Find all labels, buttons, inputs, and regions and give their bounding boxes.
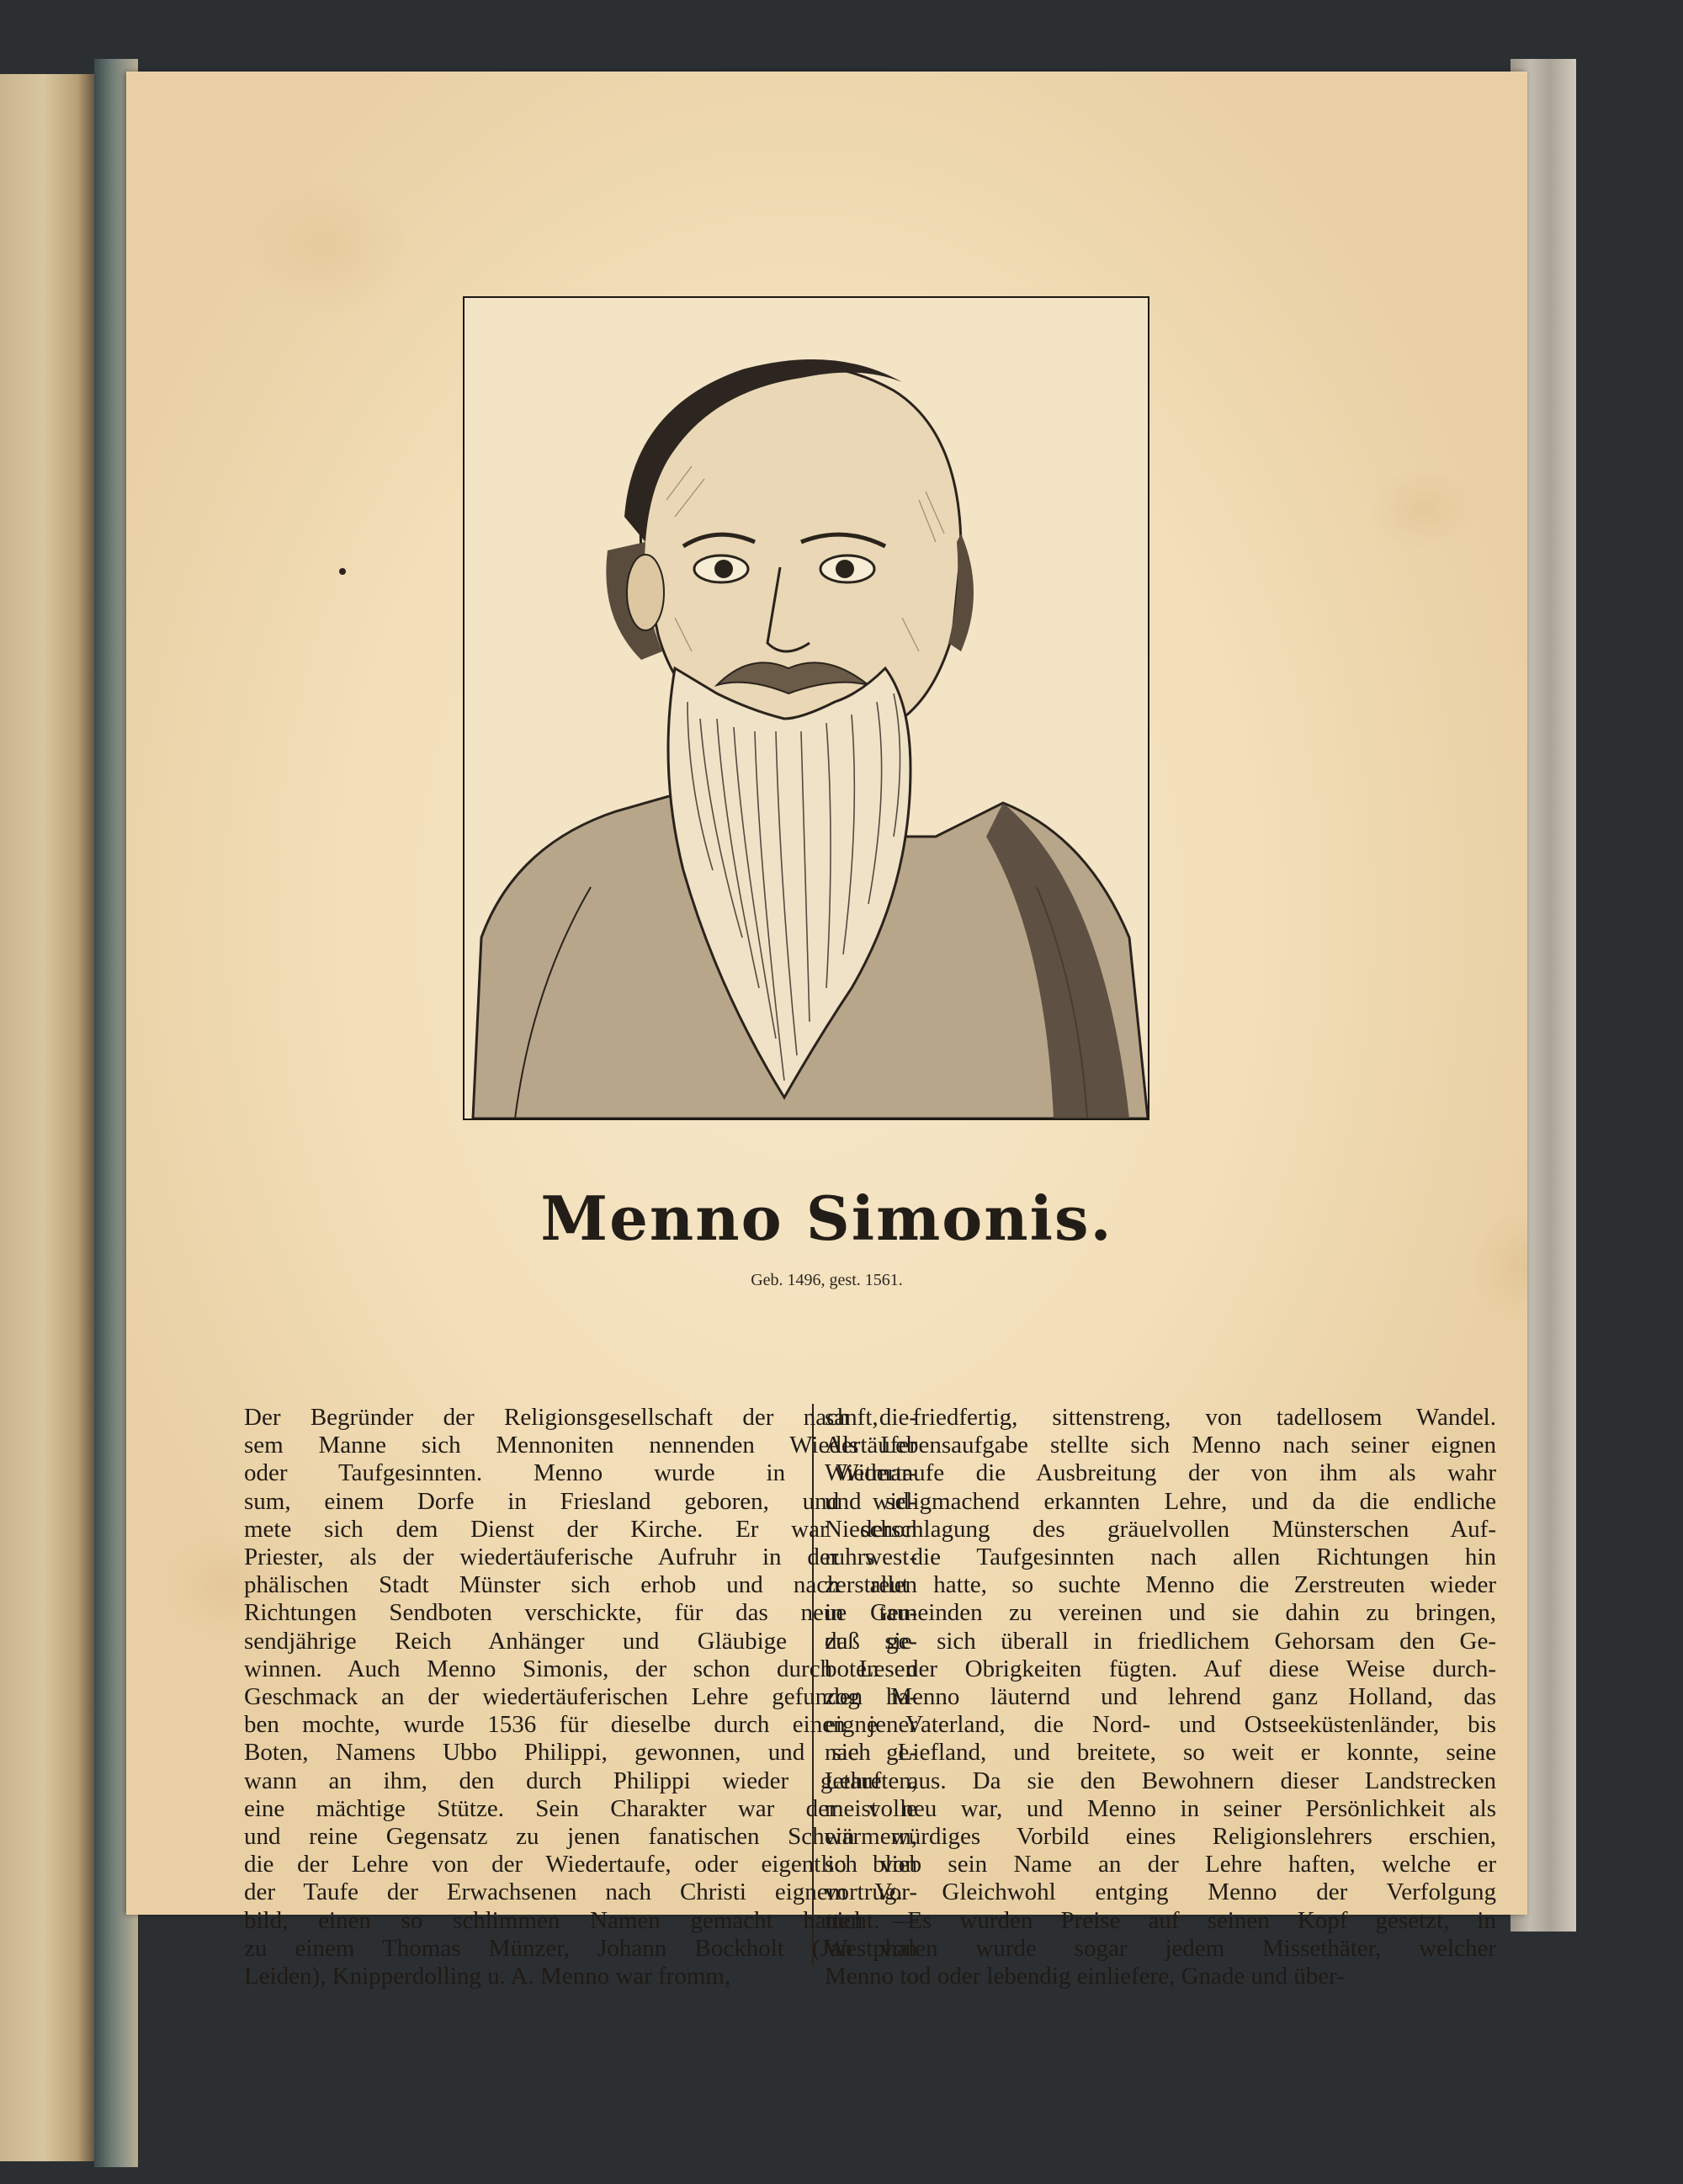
- right-column-line: nach Liefland, und breitete, so weit er konnte, seine: [825, 1739, 1496, 1767]
- right-column-line: Westphalen wurde sogar jedem Missethäter, welcher: [825, 1934, 1496, 1962]
- portrait-dates: Geb. 1496, gest. 1561.: [751, 1271, 903, 1289]
- left-column-line: Der Begründer der Religionsgesellschaft der nach die-: [244, 1404, 917, 1431]
- book-page: [126, 72, 1527, 1990]
- left-column-line: Leiden), Knipperdolling u. A. Menno war fromm,: [244, 1963, 731, 1990]
- right-column-line: nicht. Es wurden Preise auf seinen Kopf gesetzt, in: [825, 1906, 1496, 1934]
- bearded-man-portrait-illustration: [465, 298, 1148, 1119]
- right-column-line: Lehre aus. Da sie den Bewohnern dieser Landstrecken: [825, 1767, 1496, 1794]
- left-column-line: der Taufe der Erwachsenen nach Christi eignem Vor-: [244, 1878, 917, 1906]
- left-column-line: eine mächtige Stütze. Sein Charakter war der volle: [244, 1794, 917, 1822]
- right-column-line: sanft, friedfertig, sittenstreng, von tadellosem Wandel.: [825, 1404, 1496, 1431]
- article-right-column: [825, 1404, 1496, 1990]
- right-column-line: Menno tod oder lebendig einliefere, Gnade und über-: [825, 1963, 1345, 1990]
- article-left-column: [244, 1404, 917, 1990]
- portrait-title: Menno Simonis.: [540, 1182, 1113, 1254]
- left-column-line: Priester, als der wiedertäuferische Aufruhr in der west-: [244, 1544, 917, 1571]
- right-column-line: so blieb sein Name an der Lehre haften, welche er: [825, 1851, 1496, 1878]
- right-column-line: zerstreut hatte, so suchte Menno die Zerstreuten wieder: [825, 1571, 1496, 1599]
- right-column-line: ruhrs die Taufgesinnten nach allen Richtungen hin: [825, 1544, 1496, 1571]
- right-column-line: daß sie sich überall in friedlichem Gehorsam den Ge-: [825, 1627, 1496, 1655]
- right-column-line: boten der Obrigkeiten fügten. Auf diese Weise durch-: [825, 1655, 1496, 1682]
- right-column-line: ein würdiges Vorbild eines Religionslehrers erschien,: [825, 1823, 1496, 1851]
- left-column-line: bild, einen so schlimmen Namen gemacht hatten —: [244, 1906, 917, 1934]
- left-column-line: Boten, Namens Ubbo Philippi, gewonnen, und sie ge-: [244, 1739, 917, 1767]
- portrait-engraving: [463, 296, 1149, 1120]
- right-column-line: zog Menno läuternd und lehrend ganz Holland, das: [825, 1683, 1496, 1711]
- left-column-line: Richtungen Sendboten verschickte, für das neue tau-: [244, 1599, 917, 1627]
- right-column-line: in Gemeinden zu vereinen und sie dahin zu bringen,: [825, 1599, 1496, 1627]
- left-column-line: ben mochte, wurde 1536 für dieselbe durch einen jener: [244, 1711, 917, 1739]
- right-column-line: Niederschlagung des gräuelvollen Münsterschen Auf-: [825, 1515, 1496, 1543]
- right-column-line: Als Lebensaufgabe stellte sich Menno nach seiner eignen: [825, 1432, 1496, 1459]
- left-column-line: phälischen Stadt Münster sich erhob und nach allen: [244, 1571, 917, 1599]
- left-column-line: wann an ihm, den durch Philippi wieder getauften,: [244, 1767, 917, 1794]
- left-column-line: und reine Gegensatz zu jenen fanatischen Schwärmern,: [244, 1823, 917, 1851]
- facing-page-edge: [0, 74, 97, 2161]
- right-column-line: Wiedertaufe die Ausbreitung der von ihm als wahr: [825, 1459, 1496, 1487]
- right-column-line: eigne Vaterland, die Nord- und Ostseeküstenländer, bis: [825, 1711, 1496, 1739]
- left-column-line: oder Taufgesinnten. Menno wurde in Witmar-: [244, 1459, 917, 1487]
- left-column-line: sendjährige Reich Anhänger und Gläubige zu ge-: [244, 1627, 917, 1655]
- left-column-line: Geschmack an der wiedertäuferischen Lehre gefunden ha-: [244, 1683, 917, 1711]
- ink-speck: [339, 568, 346, 575]
- right-column-line: meist neu war, und Menno in seiner Persönlichkeit als: [825, 1794, 1496, 1822]
- left-column-line: die der Lehre von der Wiedertaufe, oder eigentlich von: [244, 1851, 917, 1878]
- right-column-line: und seligmachend erkannten Lehre, und da die endliche: [825, 1487, 1496, 1515]
- left-column-line: mete sich dem Dienst der Kirche. Er war schon: [244, 1515, 917, 1543]
- left-column-line: sem Manne sich Mennoniten nennenden Wiedertäufer: [244, 1432, 917, 1459]
- left-column-line: sum, einem Dorfe in Friesland geboren, und wid-: [244, 1487, 917, 1515]
- right-column-line: vortrug. Gleichwohl entging Menno der Verfolgung: [825, 1878, 1496, 1906]
- left-column-line: winnen. Auch Menno Simonis, der schon durch Lesen: [244, 1655, 917, 1682]
- left-column-line: zu einem Thomas Münzer, Johann Bockholt (Jan von: [244, 1934, 917, 1962]
